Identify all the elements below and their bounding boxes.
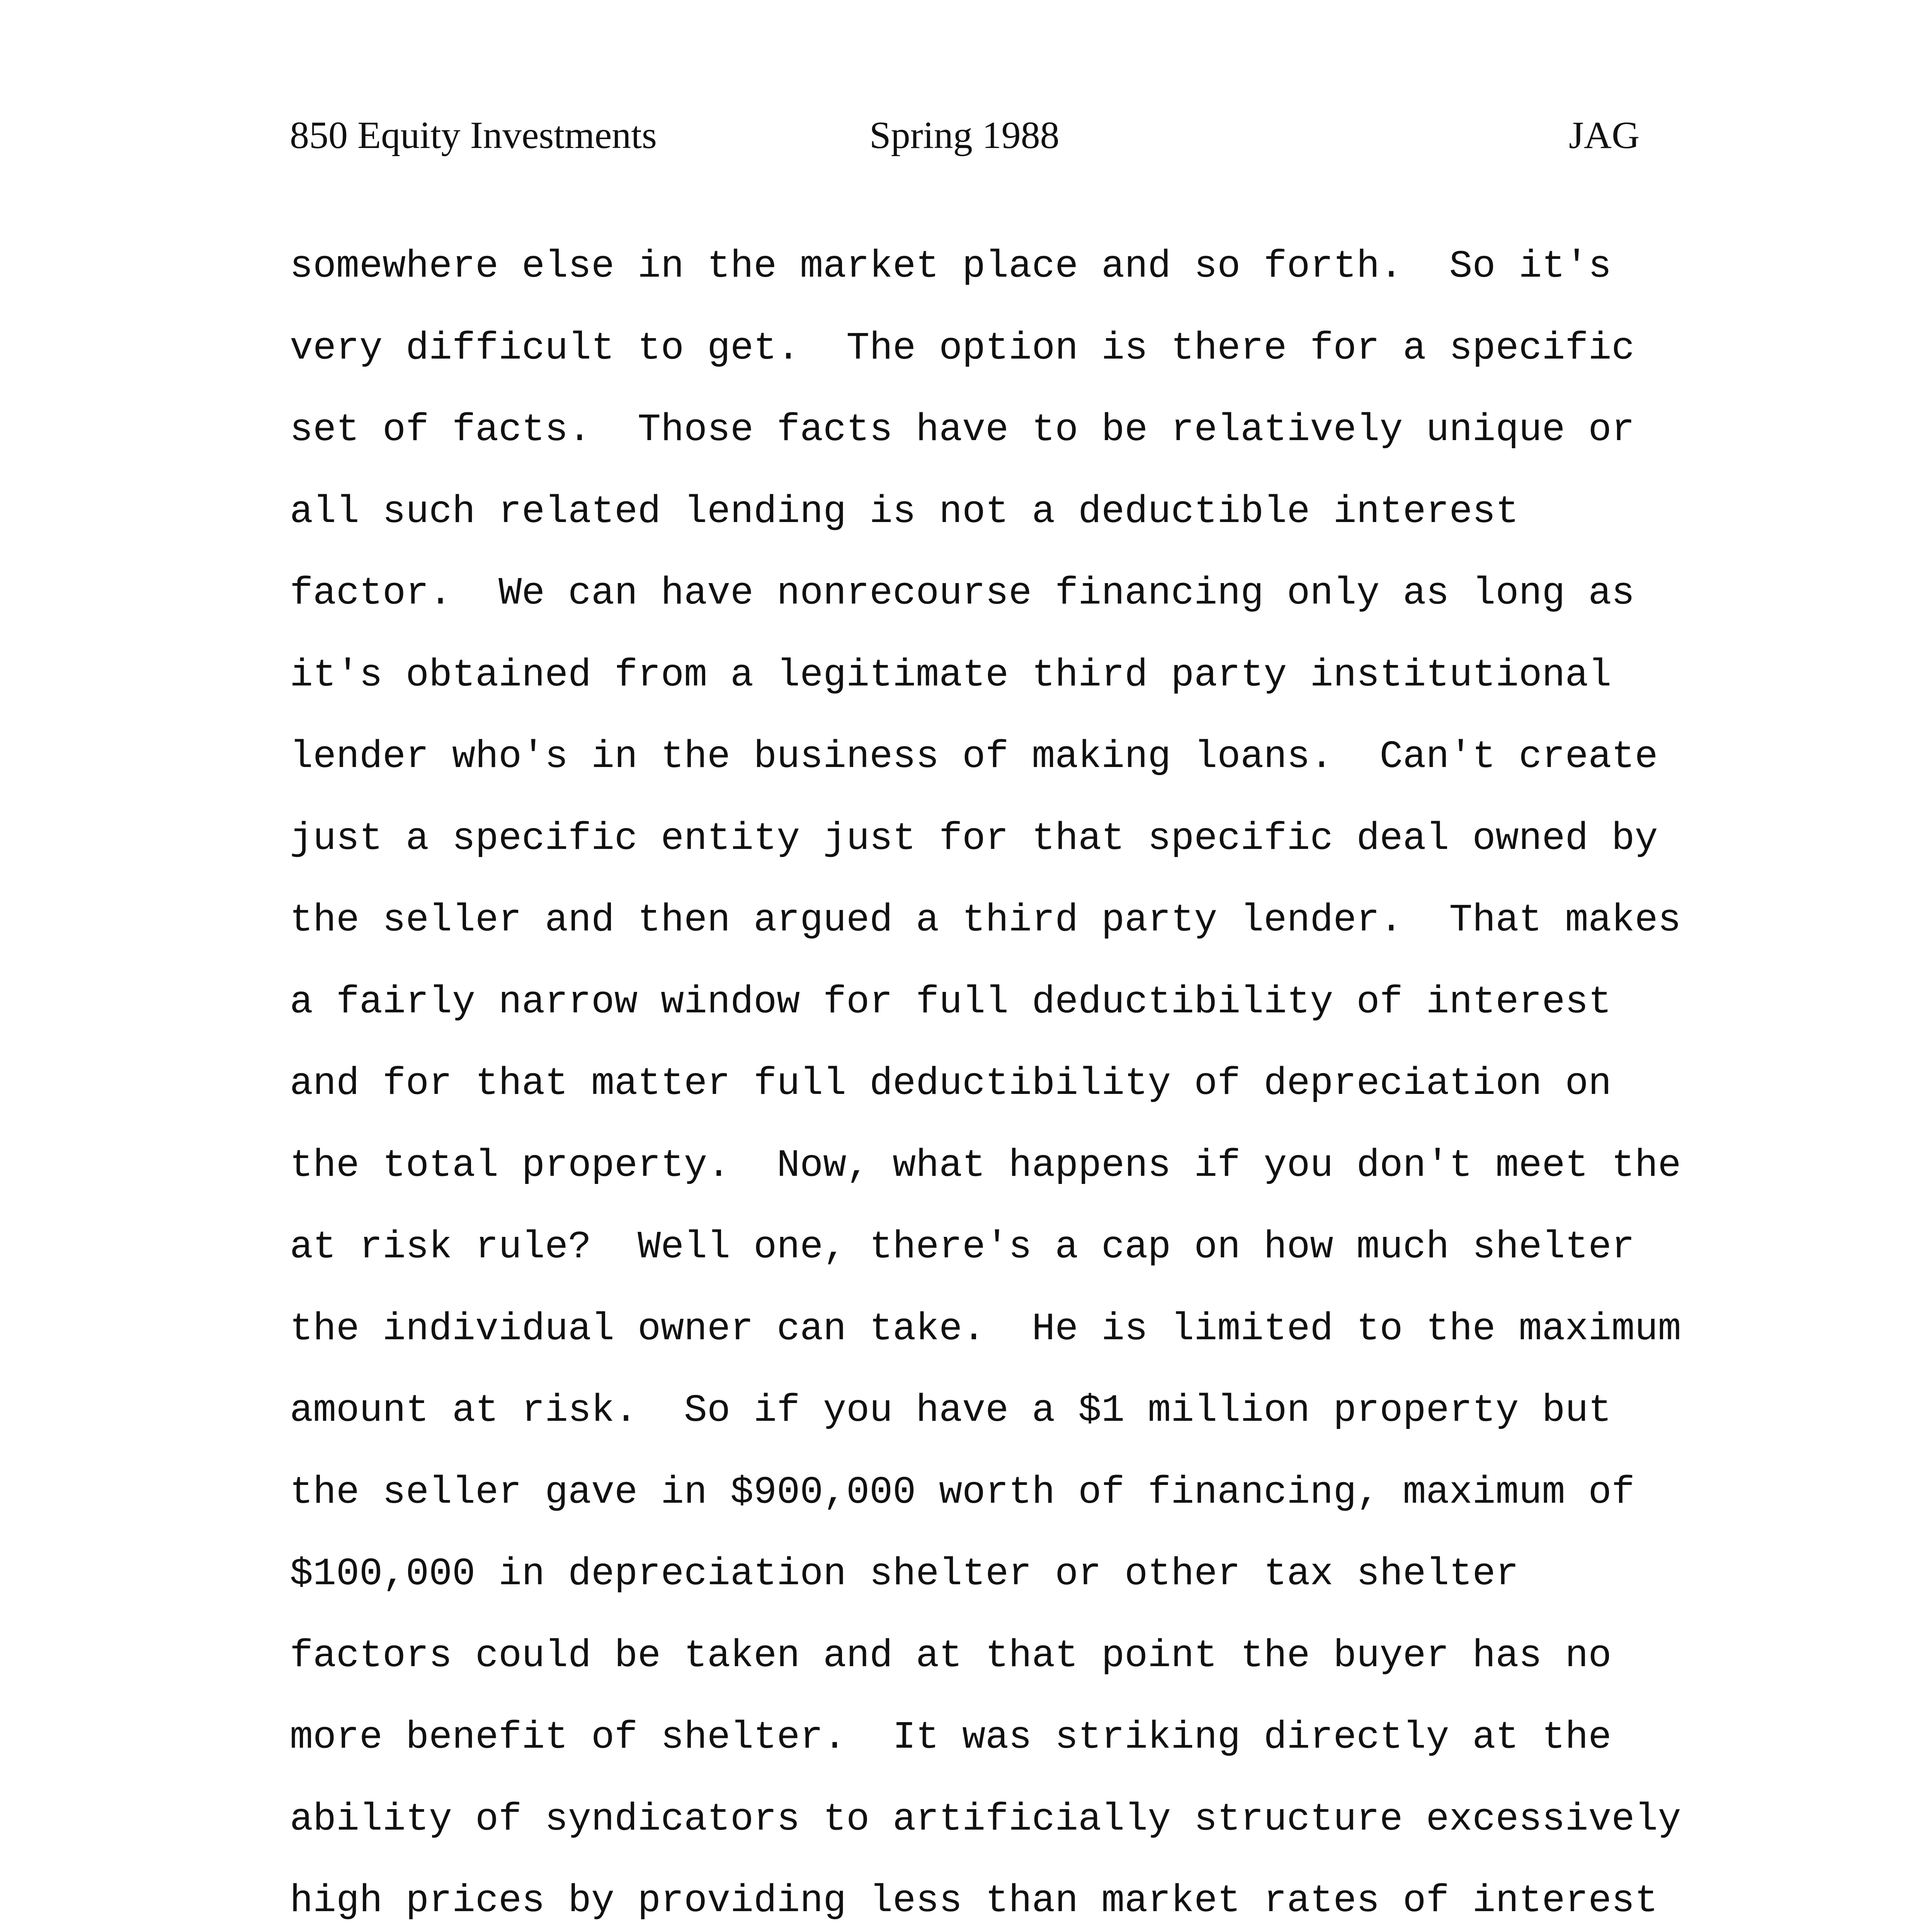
text-line: more benefit of shelter. It was striking directly at the: [290, 1716, 1612, 1760]
text-line: $100,000 in depreciation shelter or other tax shelter: [290, 1553, 1519, 1596]
text-line: factor. We can have nonrecourse financing only as long as: [290, 572, 1635, 616]
text-line: a fairly narrow window for full deductibility of interest: [290, 980, 1612, 1024]
header-term: Spring 1988: [869, 114, 1060, 156]
text-line: very difficult to get. The option is there for a specific: [290, 327, 1635, 371]
text-line: and for that matter full deductibility of depreciation on: [290, 1062, 1612, 1106]
text-line: ability of syndicators to artificially structure excessively: [290, 1798, 1681, 1842]
text-line: it's obtained from a legitimate third party institutional: [290, 653, 1612, 697]
text-line: high prices by providing less than market rates of interest: [290, 1879, 1658, 1923]
body-text: [290, 226, 1719, 1932]
text-line: just a specific entity just for that specific deal owned by: [290, 817, 1658, 861]
text-line: the seller gave in $900,000 worth of financing, maximum of: [290, 1471, 1635, 1515]
text-line: the individual owner can take. He is limited to the maximum: [290, 1307, 1681, 1351]
text-line: lender who's in the business of making loans. Can't create: [290, 735, 1658, 779]
header-initials: JAG: [1569, 114, 1640, 156]
text-line: all such related lending is not a deductible interest: [290, 490, 1519, 534]
text-line: set of facts. Those facts have to be relatively unique or: [290, 408, 1635, 452]
text-line: the total property. Now, what happens if you don't meet the: [290, 1144, 1681, 1188]
text-line: factors could be taken and at that point the buyer has no: [290, 1634, 1612, 1678]
text-line: the seller and then argued a third party lender. That makes: [290, 899, 1681, 942]
text-line: somewhere else in the market place and so forth. So it's: [290, 245, 1612, 289]
header-course: 850 Equity Investments: [290, 114, 657, 156]
text-line: at risk rule? Well one, there's a cap on how much shelter: [290, 1226, 1635, 1269]
text-line: amount at risk. So if you have a $1 million property but: [290, 1389, 1612, 1433]
